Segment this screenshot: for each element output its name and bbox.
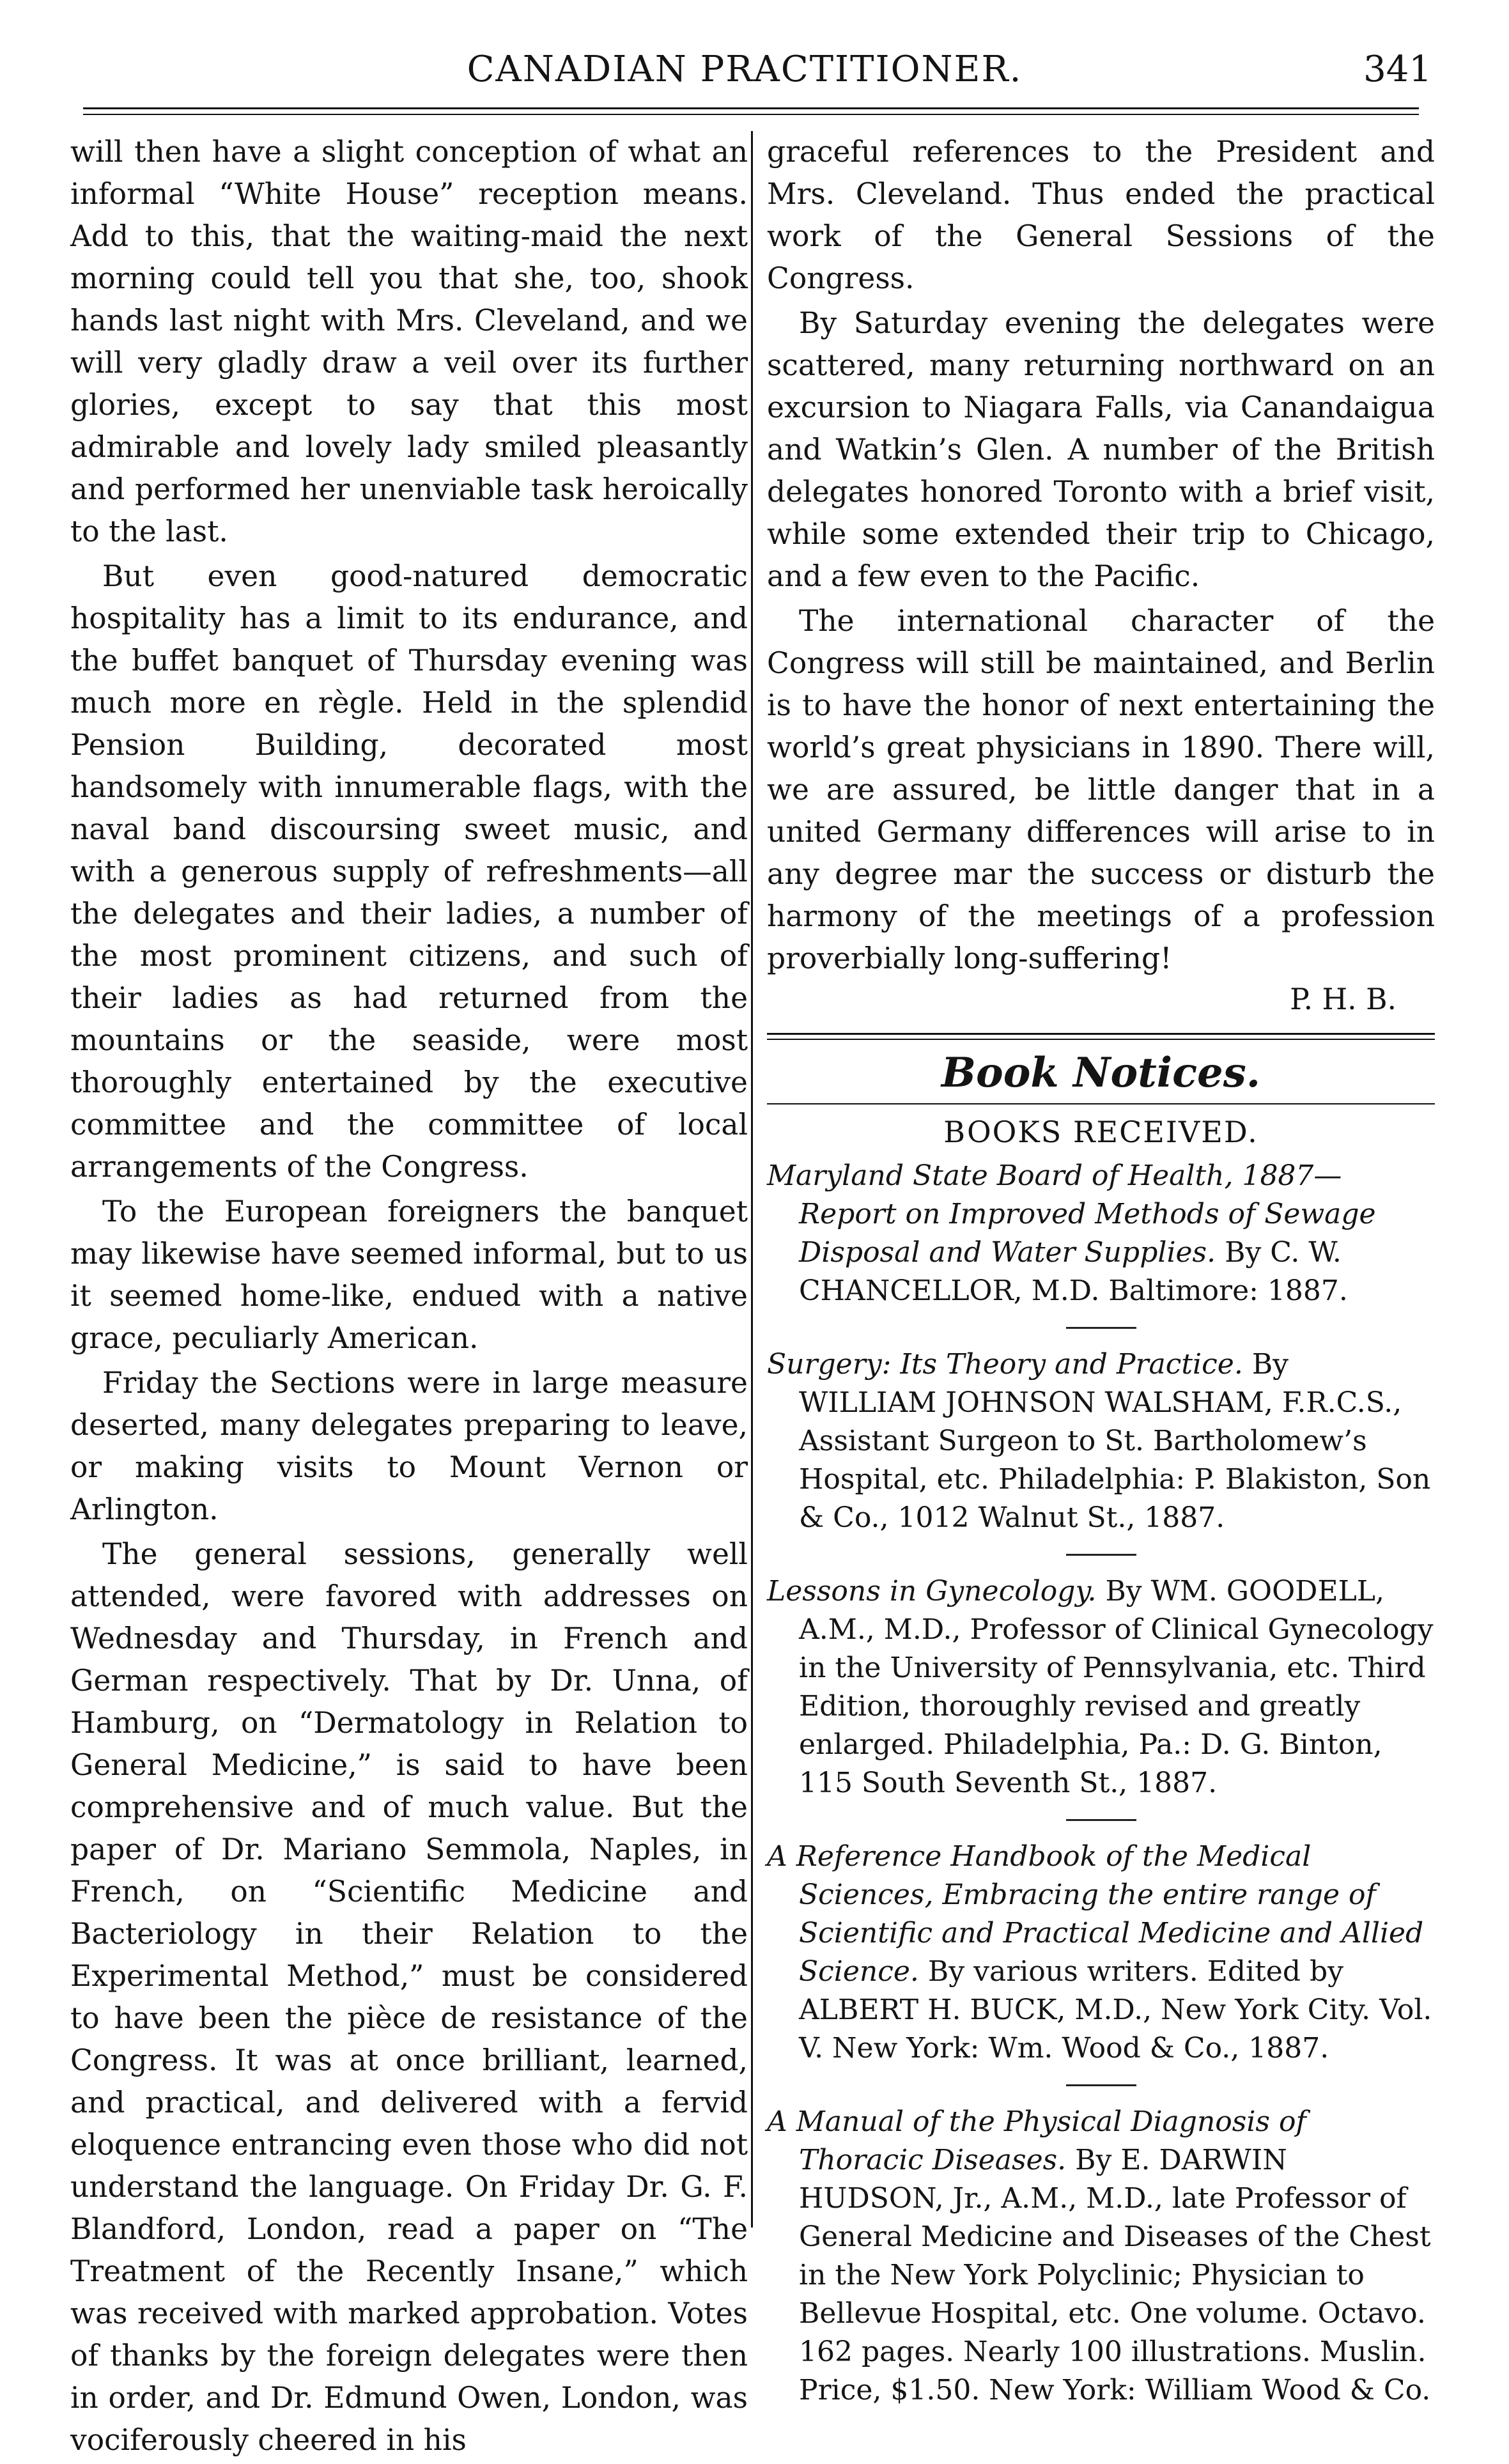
book-details: By various writers. Edited by ALBERT H. BUCK, M.D., New York City. Vol. V. New York: Wm. Wood & Co., 1887. — [799, 1955, 1432, 2065]
paragraph: To the European foreigners the banquet may likewise have seemed informal, but to us it seemed home-like, endued with a native grace, peculiarly American. — [70, 1195, 748, 1355]
section-rule-double — [767, 1033, 1435, 1040]
entry-divider — [1066, 1327, 1136, 1329]
author-signature: P. H. B. — [1290, 982, 1397, 1016]
running-header — [45, 49, 1444, 106]
right-column — [767, 131, 1435, 2410]
book-title: Maryland State Board of Health, 1887—Report on Improved Methods of Sewage Disposal and Water Supplies. — [767, 1159, 1376, 1269]
page-number: 341 — [1363, 49, 1432, 90]
book-entry — [767, 2103, 1435, 2410]
header-rule-bottom — [83, 114, 1419, 115]
paragraph: But even good-natured democratic hospitality has a limit to its endurance, and the buffet banquet of Thursday evening was much more en règle. Held in the splendid Pension Building, decorated most handsomely with innumerable flags, with the naval band discoursing sweet music, and with a generous supply of refreshments—all the delegates and their ladies, a number of the most prominent citizens, and such of their ladies as had returned from the mountains or the seaside, were most thoroughly entertained by the executive committee and the committee of local arrangements of the Congress. — [70, 559, 748, 1184]
book-details: By WM. GOODELL, A.M., M.D., Professor of Clinical Gynecology in the University of Pennsylvania, etc. Third Edition, thoroughly revised and greatly enlarged. Philadelphia, Pa.: D. G. Binton, 115 South Seventh St., 1887. — [799, 1575, 1434, 1799]
section-rule — [767, 1103, 1435, 1104]
entry-divider — [1066, 1554, 1136, 1556]
book-entry — [767, 1572, 1435, 1802]
paragraph: The international character of the Congress will still be maintained, and Berlin is to have the honor of next entertaining the world’s great physicians in 1890. There will, we are assured, be little danger that in a united Germany differences will arise to in any degree mar the success or disturb the harmony of the meetings of a profession proverbially long-suffering! — [767, 604, 1435, 975]
book-details: By WILLIAM JOHNSON WALSHAM, F.R.C.S., Assistant Surgeon to St. Bartholomew’s Hospital, etc. Philadelphia: P. Blakiston, Son & Co., 1012 Walnut St., 1887. — [799, 1348, 1431, 1534]
book-entry — [767, 1838, 1435, 2068]
section-heading: Book Notices. — [941, 1049, 1261, 1097]
entry-divider — [1066, 2084, 1136, 2086]
book-entry — [767, 1157, 1435, 1310]
column-divider — [751, 131, 753, 2228]
book-entry — [767, 1345, 1435, 1537]
book-title: A Reference Handbook of the Medical Sciences, Embracing the entire range of Scientific and Practical Medicine and Allied Science. — [767, 1840, 1424, 1988]
entry-divider — [1066, 1819, 1136, 1821]
books-received-heading: BOOKS RECEIVED. — [943, 1115, 1258, 1149]
paragraph: will then have a slight conception of what an informal “White House” reception means. Add to this, that the waiting-maid the next morning could tell you that she, too, shook hands last night with Mrs. Cleveland, and we will very gladly draw a veil over its further glories, except to say that this most admirable and lovely lady smiled pleasantly and performed her unenviable task heroically to the last. — [70, 135, 748, 548]
paragraph: By Saturday evening the delegates were scattered, many returning northward on an excursion to Niagara Falls, via Canandaigua and Watkin’s Glen. A number of the British delegates honored Toronto with a brief visit, while some extended their trip to Chicago, and a few even to the Pacific. — [767, 306, 1435, 593]
paragraph: The general sessions, generally well attended, were favored with addresses on Wednesday and Thursday, in French and German respectively. That by Dr. Unna, of Hamburg, on “Dermatology in Relation to General Medicine,” is said to have been comprehensive and of much value. But the paper of Dr. Mariano Semmola, Naples, in French, on “Scientific Medicine and Bacteriology in their Relation to the Experimental Method,” must be considered to have been the pièce de resistance of the Congress. It was at once brilliant, learned, and practical, and delivered with a fervid eloquence entrancing even those who did not understand the language. On Friday Dr. G. F. Blandford, London, read a paper on “The Treatment of the Recently Insane,” which was received with marked approbation. Votes of thanks by the foreign delegates were then in order, and Dr. Edmund Owen, London, was vociferously cheered in his — [70, 1537, 748, 2457]
paragraph: Friday the Sections were in large measure deserted, many delegates preparing to leave, or making visits to Mount Vernon or Arlington. — [70, 1366, 748, 1526]
paragraph: graceful references to the President and Mrs. Cleveland. Thus ended the practical work of the General Sessions of the Congress. — [767, 135, 1435, 295]
left-column — [70, 131, 748, 2464]
book-title: Lessons in Gynecology. — [767, 1575, 1097, 1608]
journal-title: CANADIAN PRACTITIONER. — [467, 49, 1023, 90]
book-title: A Manual of the Physical Diagnosis of Thoracic Diseases. — [767, 2105, 1306, 2176]
header-rule-top — [83, 107, 1419, 109]
book-title: Surgery: Its Theory and Practice. — [767, 1348, 1243, 1381]
book-details: By C. W. CHANCELLOR, M.D. Baltimore: 1887. — [799, 1236, 1348, 1307]
book-details: By E. DARWIN HUDSON, Jr., A.M., M.D., late Professor of General Medicine and Diseases of the Chest in the New York Polyclinic; Physician to Bellevue Hospital, etc. One volume. Octavo. 162 pages. Nearly 100 illustrations. Muslin. Price, $1.50. New York: William Wood & Co. — [799, 2144, 1431, 2406]
